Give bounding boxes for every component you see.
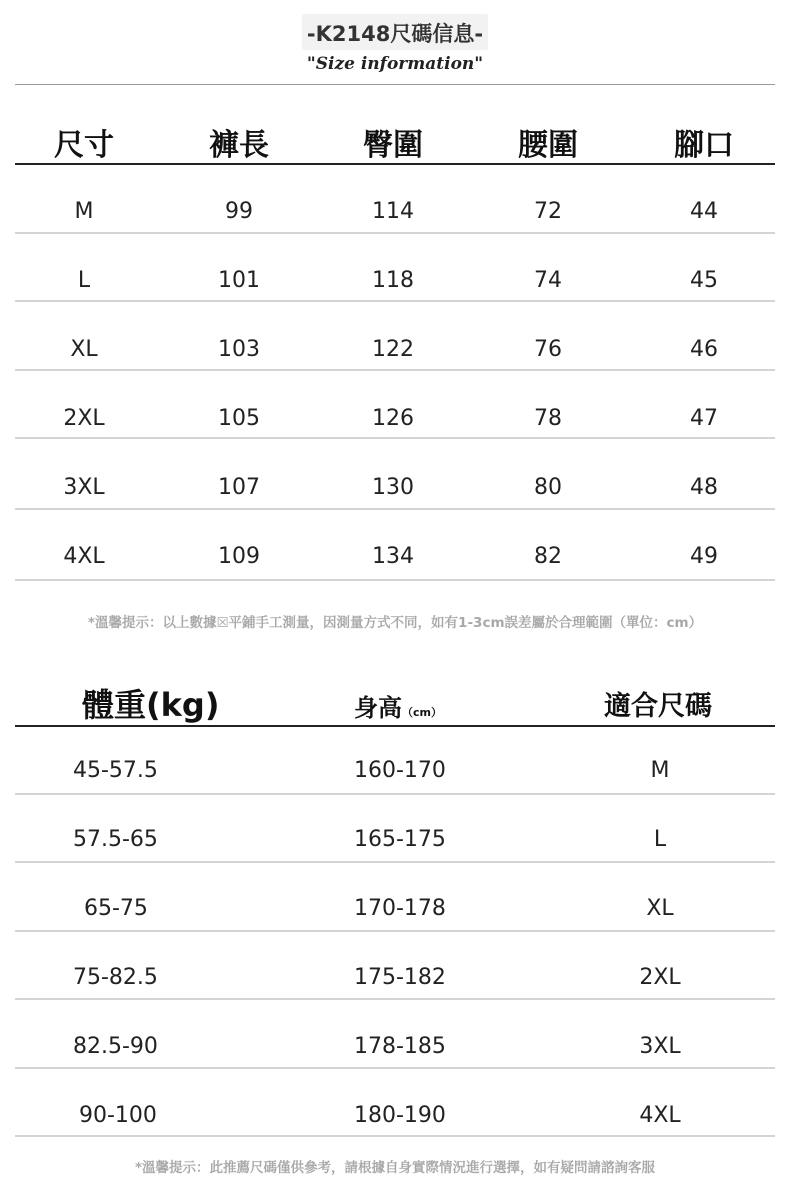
row-divider <box>15 1135 775 1137</box>
table-cell: 134 <box>372 544 414 569</box>
table-cell: 103 <box>218 337 260 362</box>
table-cell: M <box>74 199 94 224</box>
header-height-label: 身高 <box>354 694 402 722</box>
fit-table-note: *溫馨提示：此推薦尺碼僅供參考，請根據自身實際情況進行選擇，如有疑問請諮詢客服 <box>134 1160 656 1176</box>
table-cell: 90-100 <box>79 1103 157 1128</box>
row-divider <box>15 232 775 234</box>
header-leg-opening: 腳口 <box>674 128 734 163</box>
table-cell: 122 <box>372 337 414 362</box>
table-cell: 4XL <box>639 1103 681 1128</box>
size-table-note: *溫馨提示：以上數據☒平鋪手工測量，因測量方式不同，如有1-3cm誤差屬於合理範圍（單位：cm） <box>87 615 703 631</box>
table-cell: 2XL <box>63 406 105 431</box>
page-subtitle: "Size information" <box>306 54 484 74</box>
header-pants-length: 褲長 <box>209 128 269 163</box>
row-divider <box>15 508 775 510</box>
table-cell: 57.5-65 <box>73 827 158 852</box>
table-cell: 165-175 <box>354 827 446 852</box>
table-cell: 47 <box>690 406 718 431</box>
table-cell: 105 <box>218 406 260 431</box>
table-cell: 75-82.5 <box>73 965 158 990</box>
table-cell: 44 <box>690 199 718 224</box>
table-cell: L <box>77 268 91 293</box>
row-divider <box>15 1067 775 1069</box>
table-cell: 126 <box>372 406 414 431</box>
table-cell: 76 <box>534 337 562 362</box>
row-divider <box>15 793 775 795</box>
table-cell: 74 <box>534 268 562 293</box>
table-cell: 49 <box>690 544 718 569</box>
page-title: -K2148尺碼信息- <box>306 22 484 46</box>
row-divider <box>15 300 775 302</box>
table-cell: XL <box>646 896 674 921</box>
table-cell: 78 <box>534 406 562 431</box>
header-weight: 體重(kg) <box>82 686 220 724</box>
table-cell: L <box>653 827 667 852</box>
header-hip: 臀圍 <box>363 128 423 163</box>
table-cell: 175-182 <box>354 965 446 990</box>
table-cell: XL <box>70 337 98 362</box>
table-cell: 170-178 <box>354 896 446 921</box>
table-cell: 109 <box>218 544 260 569</box>
row-divider <box>15 930 775 932</box>
table-cell: 82 <box>534 544 562 569</box>
size-table-header-rule <box>15 163 775 165</box>
table-cell: 99 <box>225 199 253 224</box>
table-cell: 130 <box>372 475 414 500</box>
header-fit-size: 適合尺碼 <box>604 691 712 722</box>
row-divider <box>15 579 775 581</box>
table-cell: 107 <box>218 475 260 500</box>
table-cell: 80 <box>534 475 562 500</box>
table-cell: M <box>650 758 670 783</box>
table-cell: 3XL <box>63 475 105 500</box>
table-cell: 45-57.5 <box>73 758 158 783</box>
header-size: 尺寸 <box>54 128 114 163</box>
table-cell: 82.5-90 <box>73 1034 158 1059</box>
header-height-unit: （cm） <box>402 706 442 719</box>
fit-table-header-rule <box>15 725 775 727</box>
header-height <box>354 688 442 723</box>
table-cell: 160-170 <box>354 758 446 783</box>
table-cell: 48 <box>690 475 718 500</box>
row-divider <box>15 369 775 371</box>
table-cell: 180-190 <box>354 1103 446 1128</box>
table-cell: 178-185 <box>354 1034 446 1059</box>
table-cell: 46 <box>690 337 718 362</box>
table-cell: 2XL <box>639 965 681 990</box>
table-cell: 45 <box>690 268 718 293</box>
table-cell: 114 <box>372 199 414 224</box>
table-cell: 65-75 <box>84 896 148 921</box>
table-cell: 4XL <box>63 544 105 569</box>
title-divider <box>15 84 775 85</box>
table-cell: 72 <box>534 199 562 224</box>
row-divider <box>15 437 775 439</box>
row-divider <box>15 861 775 863</box>
table-cell: 101 <box>218 268 260 293</box>
table-cell: 3XL <box>639 1034 681 1059</box>
table-cell: 118 <box>372 268 414 293</box>
header-waist: 腰圍 <box>518 128 578 163</box>
row-divider <box>15 998 775 1000</box>
